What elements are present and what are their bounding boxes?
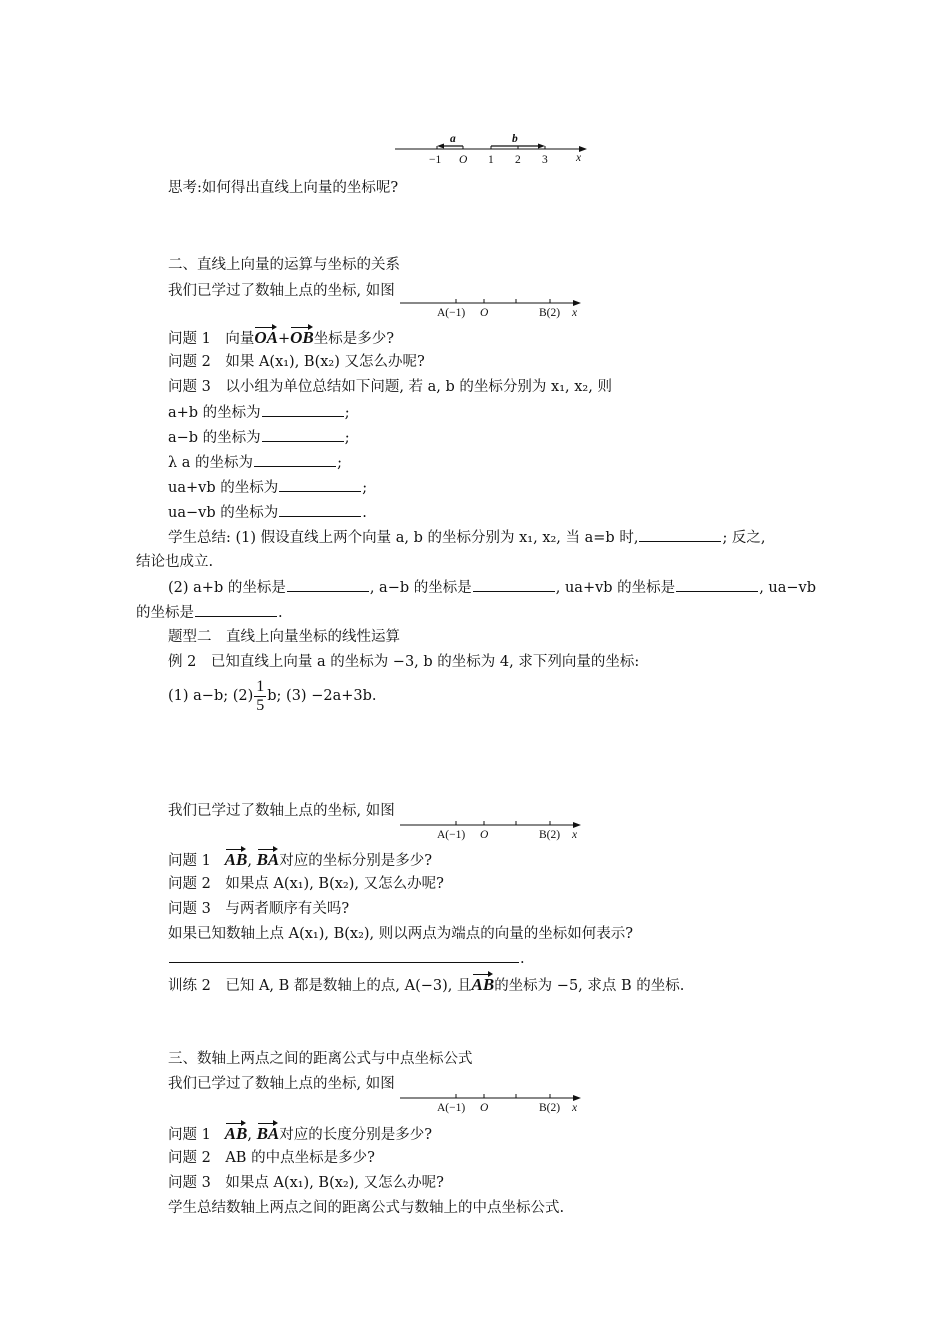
section-heading: 二、直线上向量的运算与坐标的关系 <box>168 257 400 273</box>
result-line: a−b 的坐标为 ; <box>168 427 350 448</box>
question-4: 如果已知数轴上点 A(x₁), B(x₂), 则以两点为端点的向量的坐标如何表示? <box>168 926 634 942</box>
vector-ob: OB <box>290 328 314 347</box>
vector-ba: BA <box>256 850 280 869</box>
answer-blank[interactable] <box>287 577 369 592</box>
question-2: 问题 2 如果点 A(x₁), B(x₂), 又怎么办呢? <box>168 876 444 892</box>
tick-label: O <box>459 154 468 166</box>
origin-label: O <box>480 1102 489 1114</box>
summary: 学生总结数轴上两点之间的距离公式与数轴上的中点坐标公式. <box>168 1200 565 1216</box>
answer-blank[interactable] <box>639 527 721 542</box>
vector-ba: BA <box>256 1124 280 1143</box>
axis-label: x <box>572 829 578 841</box>
answer-blank[interactable] <box>262 402 344 417</box>
example-2-items: (1) a−b; (2) $\frac{1}{5}$ b; (3) −2a+3b. <box>168 677 377 714</box>
point-b-label: B(2) <box>539 1102 561 1114</box>
axis-label: x <box>576 152 582 164</box>
example-2: 例 2 已知直线上向量 a 的坐标为 −3, b 的坐标为 4, 求下列向量的坐标: <box>168 654 640 670</box>
question-3: 问题 3 与两者顺序有关吗? <box>168 901 350 917</box>
summary-2: (2) a+b 的坐标是 , a−b 的坐标是 , ua+vb 的坐标是 , ua−vb <box>168 577 816 598</box>
axis-label: x <box>572 307 578 319</box>
section-heading: 三、数轴上两点之间的距离公式与中点坐标公式 <box>168 1051 473 1067</box>
question-3: 问题 3 以小组为单位总结如下问题, 若 a, b 的坐标分别为 x₁, x₂, 则 <box>168 379 612 395</box>
question-2: 问题 2 如果 A(x₁), B(x₂) 又怎么办呢? <box>168 354 425 370</box>
result-line: a+b 的坐标为 ; <box>168 402 350 423</box>
fraction: $\frac{1}{5}$ <box>256 677 265 714</box>
origin-label: O <box>480 829 489 841</box>
answer-line: . <box>168 948 525 969</box>
point-a-label: A(−1) <box>437 829 466 841</box>
point-a-label: A(−1) <box>437 307 466 319</box>
vector-a-label: a <box>450 133 456 145</box>
vector-b-label: b <box>512 133 518 145</box>
result-line: ua−vb 的坐标为 . <box>168 502 367 523</box>
question-1: 问题 1 向量OA+OB坐标是多少? <box>168 328 395 347</box>
number-line-points <box>400 818 585 844</box>
number-line-vectors <box>395 128 590 168</box>
answer-blank[interactable] <box>473 577 555 592</box>
point-b-label: B(2) <box>539 829 561 841</box>
tick-label: 1 <box>488 154 494 166</box>
tick-label: −1 <box>429 154 442 166</box>
number-line-points <box>400 296 585 322</box>
answer-blank[interactable] <box>169 948 519 963</box>
answer-blank[interactable] <box>195 602 277 617</box>
point-a-label: A(−1) <box>437 1102 466 1114</box>
vector-ab: AB <box>224 1124 248 1143</box>
result-line: ua+vb 的坐标为 ; <box>168 477 367 498</box>
answer-blank[interactable] <box>254 452 336 467</box>
question-2: 问题 2 AB 的中点坐标是多少? <box>168 1150 375 1166</box>
intro-text: 我们已学过了数轴上点的坐标, 如图 <box>168 1076 395 1092</box>
intro-text: 我们已学过了数轴上点的坐标, 如图 <box>168 803 395 819</box>
answer-blank[interactable] <box>676 577 758 592</box>
intro-text: 我们已学过了数轴上点的坐标, 如图 <box>168 283 395 299</box>
answer-blank[interactable] <box>279 502 361 517</box>
tick-label: 2 <box>515 154 521 166</box>
answer-blank[interactable] <box>279 477 361 492</box>
vector-ab: AB <box>471 975 495 994</box>
training-2: 训练 2 已知 A, B 都是数轴上的点, A(−3), 且AB的坐标为 −5, 求点 B 的坐标. <box>168 975 685 994</box>
axis-label: x <box>572 1102 578 1114</box>
question-1: 问题 1 AB, BA对应的坐标分别是多少? <box>168 850 433 869</box>
vector-ab: AB <box>224 850 248 869</box>
summary-2-cont: 的坐标是 . <box>136 602 283 623</box>
question-3: 问题 3 如果点 A(x₁), B(x₂), 又怎么办呢? <box>168 1175 444 1191</box>
vector-oa: OA <box>254 328 278 347</box>
point-b-label: B(2) <box>539 307 561 319</box>
result-line: λ a 的坐标为 ; <box>168 452 342 473</box>
number-line-points <box>400 1091 585 1117</box>
origin-label: O <box>480 307 489 319</box>
question-1: 问题 1 AB, BA对应的长度分别是多少? <box>168 1124 433 1143</box>
summary-1-cont: 结论也成立. <box>136 554 214 570</box>
think-question: 思考:如何得出直线上向量的坐标呢? <box>168 180 399 196</box>
tick-label: 3 <box>542 154 548 166</box>
summary-1: 学生总结: (1) 假设直线上两个向量 a, b 的坐标分别为 x₁, x₂, 当 a=b 时, ; 反之, <box>168 527 766 548</box>
type-heading: 题型二 直线上向量坐标的线性运算 <box>168 629 400 645</box>
answer-blank[interactable] <box>262 427 344 442</box>
